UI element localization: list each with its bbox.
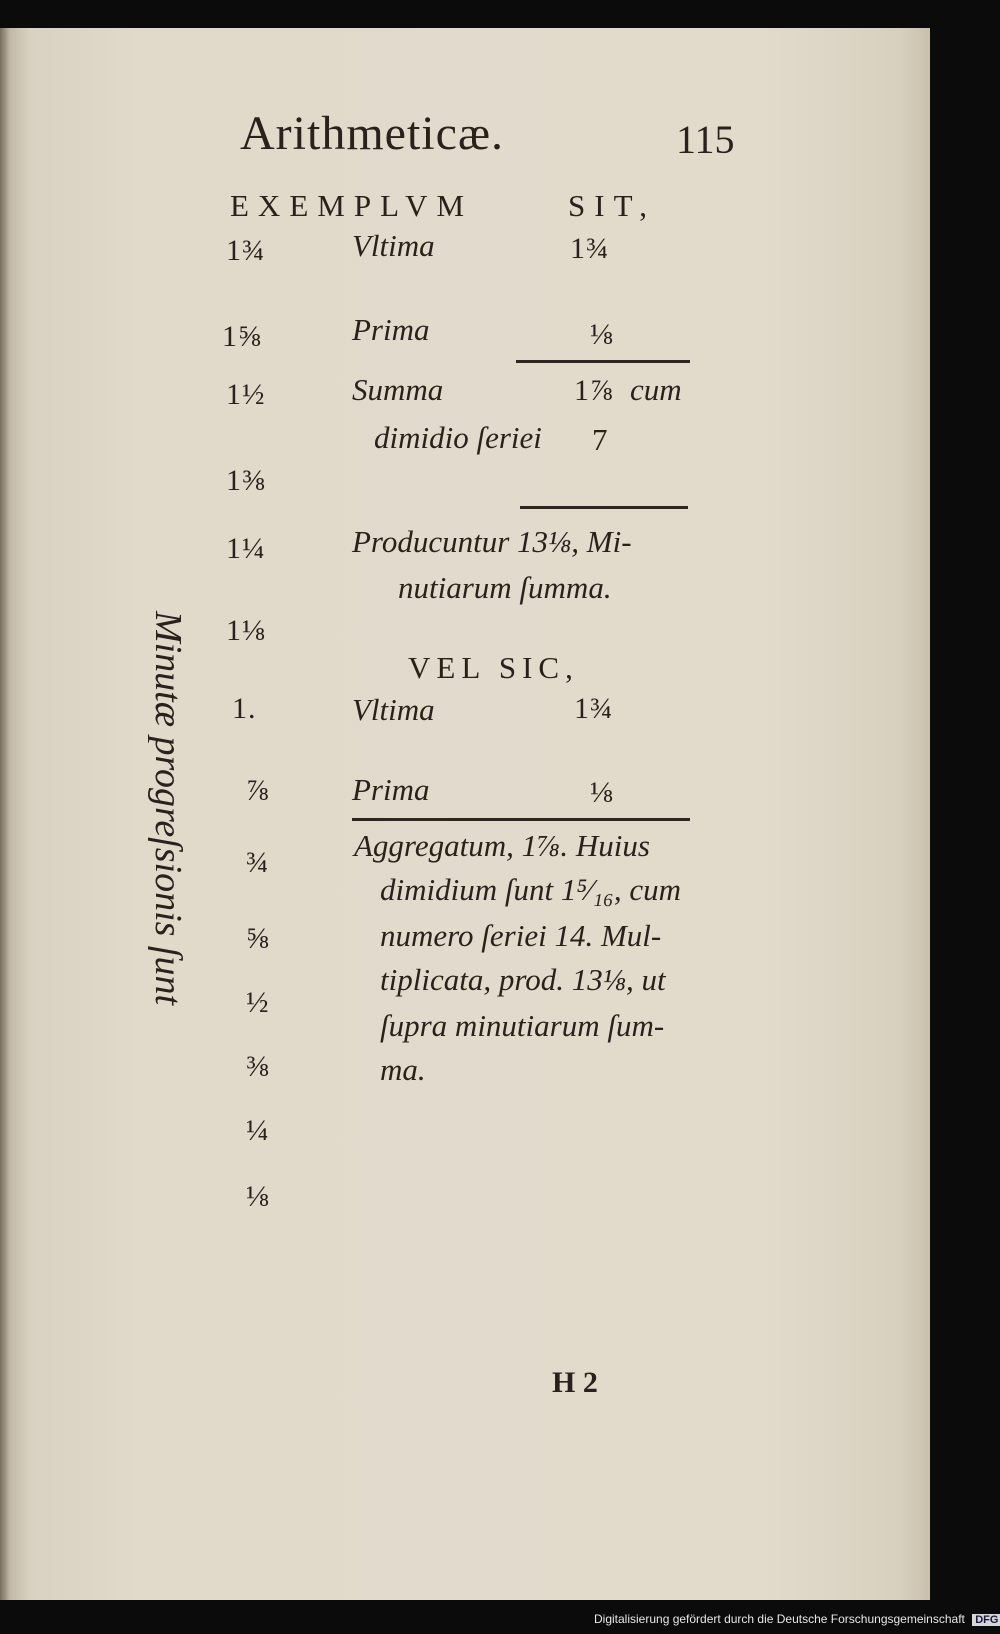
series-fraction: ⅞ [246,774,270,807]
ultima-label-2: Vltima [352,692,435,727]
digitization-credit [594,1612,1000,1626]
vel-sic-heading: VEL SIC, [408,650,579,685]
prima-value-2: ⅛ [590,776,614,809]
prima-value: ⅛ [590,318,614,351]
aggregatum-line: ſupra minutiarum ſum- [380,1008,665,1043]
dimidio-label: dimidio ſeriei [374,420,542,455]
running-head: Arithmeticæ. [240,107,504,160]
prima-label-2: Prima [352,772,430,807]
aggregatum-line: dimidium ſunt 1⁵⁄₁₆, cum [380,872,681,907]
summa-label: Summa [352,372,444,407]
summa-cum: cum [630,372,682,407]
series-fraction: ½ [246,986,270,1019]
series-fraction: 1⅛ [226,614,266,647]
aggregatum-line: tiplicata, prod. 13⅛, ut [380,962,666,997]
aggregate-rule [352,818,690,821]
product-rule [520,506,688,509]
dfg-logo: DFG [972,1614,1000,1626]
sum-rule [516,360,690,363]
example-heading-right: SIT, [568,188,656,223]
series-fraction: ⅝ [246,922,270,955]
dimidio-value: 7 [592,422,608,457]
series-fraction: ¼ [246,1114,270,1147]
producuntur-line2: nutiarum ſumma. [398,570,612,605]
ultima-value-2: 1¾ [574,692,614,725]
credit-text: Digitalisierung gefördert durch die Deutsche Forschungsgemeinschaft [594,1612,965,1626]
aggregatum-line: Aggregatum, 1⅞. Huius [354,828,650,863]
series-fraction: 1¾ [226,234,266,267]
series-fraction: ¾ [246,846,270,879]
series-fraction: 1½ [226,378,266,411]
series-fraction: 1⅝ [222,320,262,353]
series-fraction: ⅜ [246,1050,270,1083]
summa-value: 1⅞ [574,374,614,407]
series-fraction: 1. [232,692,257,725]
aggregatum-line: ma. [380,1052,426,1087]
ultima-label: Vltima [352,228,435,263]
series-fraction: ⅛ [246,1180,270,1213]
page-number: 115 [676,117,735,162]
ultima-value: 1¾ [570,232,610,265]
series-fraction: 1⅜ [226,464,266,497]
book-page [0,28,930,1600]
margin-note: Minutæ progreſsionis ſunt [147,610,189,1006]
series-fraction: 1¼ [226,532,266,565]
signature-mark: H 2 [552,1366,598,1399]
prima-label: Prima [352,312,430,347]
example-heading-left: EXEMPLVM [230,188,474,223]
producuntur-line1: Producuntur 13⅛, Mi- [352,524,632,559]
aggregatum-line: numero ſeriei 14. Mul- [380,918,662,953]
